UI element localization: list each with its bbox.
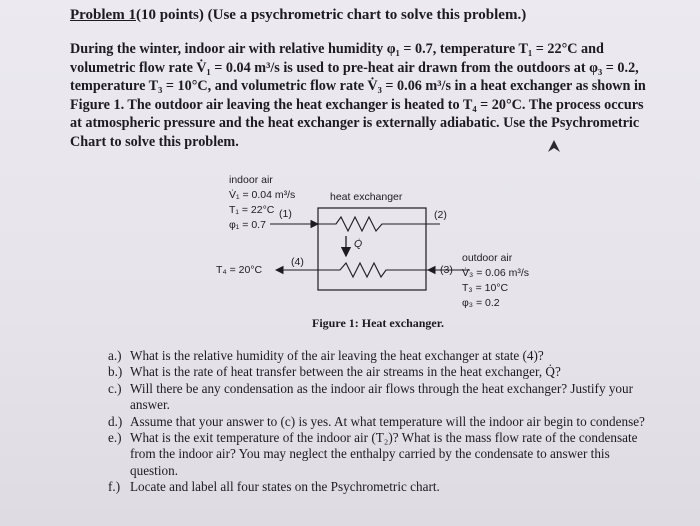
question-text: Will there be any condensation as the indoor air flows through the heat exchanger? Justify your answer. — [130, 380, 634, 413]
indoor-air-label: indoor air — [229, 174, 273, 186]
outdoor-air-coil — [318, 263, 428, 277]
question-item — [108, 348, 648, 364]
question-letter: a.) — [108, 348, 122, 363]
outdoor-air-label: outdoor air — [462, 252, 513, 264]
question-list — [108, 348, 648, 496]
question-item — [108, 430, 648, 479]
statement-line: Chart to solve this problem. — [70, 133, 239, 150]
outdoor-humidity: φ₃ = 0.2 — [462, 297, 500, 309]
question-letter: f.) — [108, 479, 121, 495]
question-letter: c.) — [108, 380, 122, 396]
question-letter: d.) — [108, 413, 123, 429]
statement-line: temperature T₃ = 10°C, and volumetric flow rate V̇₃ = 0.06 m³/s in a heat exchanger as shown in — [70, 78, 646, 95]
state-2-label: (2) — [434, 209, 447, 221]
statement-line: volumetric flow rate V̇₁ = 0.04 m³/s is used to pre-heat air drawn from the outdoors at φ₃ = 0.2, — [70, 59, 639, 76]
indoor-air-coil — [318, 217, 440, 231]
question-text: What is the exit temperature of the indoor air (T₂)? What is the mass flow rate of the condensate from the indoor air? You may neglect the enthalpy carried by the condensate to answer this question. — [130, 430, 638, 478]
indoor-temperature: T₁ = 22°C — [229, 204, 275, 216]
question-item — [108, 479, 648, 495]
state-4-label: (4) — [291, 256, 304, 268]
heat-rate-label: Q̇ — [354, 238, 363, 250]
state-3-label: (3) — [440, 264, 453, 276]
statement-line: During the winter, indoor air with relative humidity φ₁ = 0.7, temperature T₁ = 22°C and — [70, 41, 604, 57]
heat-exchanger-box — [318, 208, 426, 290]
mouse-cursor-icon — [548, 140, 560, 152]
outdoor-flow-rate: V̇₃ = 0.06 m³/s — [462, 267, 530, 279]
question-text: What is the rate of heat transfer between the air streams in the heat exchanger, Q̇? — [130, 364, 561, 380]
question-text: What is the relative humidity of the air leaving the heat exchanger at state (4)? — [130, 348, 544, 363]
question-letter: b.) — [108, 364, 123, 380]
question-item — [108, 381, 648, 414]
question-item — [108, 364, 648, 380]
question-text: Assume that your answer to (c) is yes. At what temperature will the indoor air begin to condense? — [130, 413, 645, 429]
indoor-flow-rate: V̇₁ = 0.04 m³/s — [229, 189, 296, 201]
statement-line: at atmospheric pressure and the heat exchanger is externally adiabatic. Use the Psychrometric — [70, 115, 640, 132]
question-item — [108, 414, 648, 430]
outlet-temperature-4: T₄ = 20°C — [216, 264, 263, 276]
problem-label: Problem 1 — [70, 7, 136, 23]
heat-exchanger-label: heat exchanger — [330, 191, 403, 203]
indoor-humidity: φ₁ = 0.7 — [229, 219, 266, 231]
figure-caption: Figure 1: Heat exchanger. — [312, 316, 444, 330]
statement-line: Figure 1. The outdoor air leaving the heat exchanger is heated to T₄ = 20°C. The process occurs — [70, 96, 644, 113]
problem-points: (10 points) (Use a psychrometric chart to solve this problem.) — [135, 7, 527, 23]
question-letter: e.) — [108, 430, 122, 446]
outdoor-temperature: T₃ = 10°C — [462, 282, 509, 294]
state-1-label: (1) — [279, 208, 292, 220]
question-text: Locate and label all four states on the Psychrometric chart. — [130, 479, 440, 495]
